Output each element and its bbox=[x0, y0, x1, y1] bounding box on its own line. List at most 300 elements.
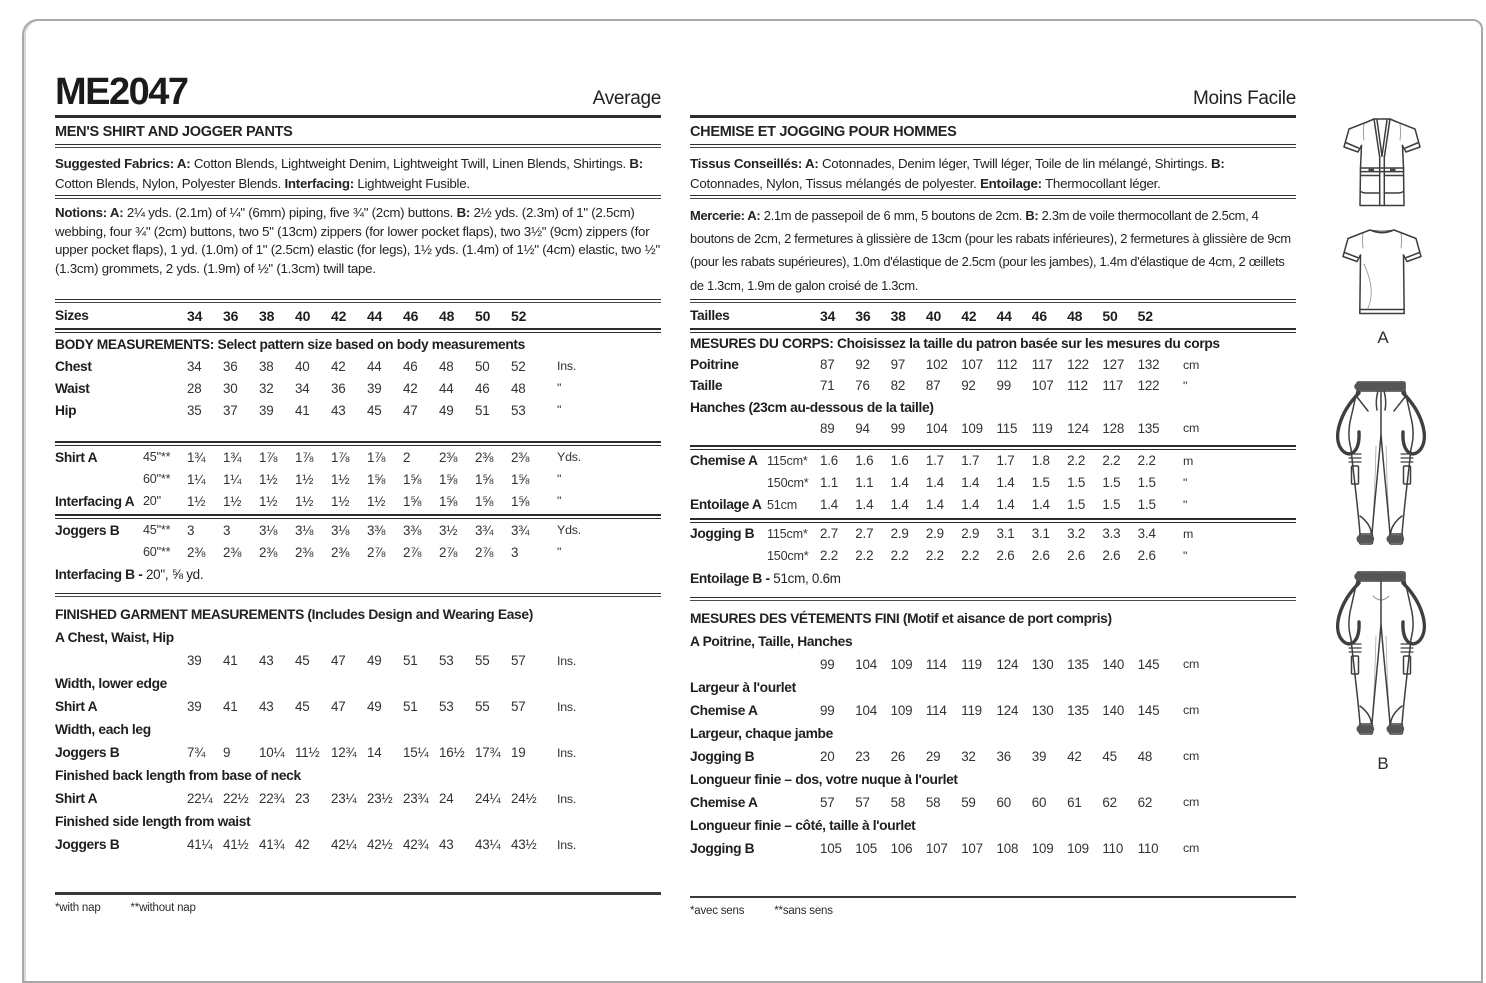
joggers-yardage-table-fr bbox=[690, 523, 1296, 567]
size-value: 109 bbox=[890, 656, 913, 672]
size-value: 1.4 bbox=[925, 497, 944, 513]
size-value: 45 bbox=[367, 402, 382, 418]
text-bold-segment: B: bbox=[1025, 208, 1039, 223]
size-value: 36 bbox=[223, 307, 239, 324]
size-value: 3.4 bbox=[1137, 526, 1156, 542]
sizes-row-fr bbox=[690, 305, 1296, 326]
size-value: 46 bbox=[1031, 307, 1047, 324]
size-value: 132 bbox=[1137, 357, 1160, 373]
size-value: 3 bbox=[187, 522, 195, 538]
size-value: 3.2 bbox=[1067, 526, 1086, 542]
table-row bbox=[55, 399, 661, 421]
size-value: 2.6 bbox=[1031, 548, 1050, 564]
table-row bbox=[55, 446, 661, 468]
joggers-front-illustration bbox=[1326, 376, 1436, 558]
size-value: 1⅝ bbox=[439, 493, 458, 509]
row-label: Taille bbox=[690, 378, 723, 394]
size-value: 87 bbox=[925, 378, 941, 394]
size-value: 1.4 bbox=[820, 497, 839, 513]
pattern-header-fr bbox=[690, 70, 1296, 112]
size-value: 99 bbox=[820, 702, 835, 718]
size-value: 2⅜ bbox=[439, 449, 458, 465]
size-value: 3⅛ bbox=[259, 522, 278, 538]
unit-label: Ins. bbox=[557, 745, 577, 760]
text-bold-segment: B: bbox=[1210, 156, 1225, 171]
unit-label: Ins. bbox=[557, 791, 577, 806]
text-segment: Thermocollant léger. bbox=[1041, 175, 1161, 191]
unit-label: cm bbox=[1182, 795, 1200, 810]
size-value: 26 bbox=[890, 748, 906, 764]
size-value: 2.2 bbox=[925, 548, 944, 564]
spacer bbox=[690, 439, 1296, 443]
size-value: 109 bbox=[890, 702, 913, 718]
size-value: 2⅞ bbox=[403, 544, 422, 560]
size-value: 115 bbox=[996, 420, 1018, 436]
size-value: 2 bbox=[403, 449, 411, 465]
size-value: 145 bbox=[1137, 702, 1160, 718]
size-value: 99 bbox=[820, 656, 835, 672]
size-value: 40 bbox=[295, 307, 311, 324]
size-value: 1½ bbox=[259, 471, 278, 487]
view-a-label: A bbox=[1377, 328, 1389, 347]
size-value: 51 bbox=[475, 402, 490, 418]
size-value: 57 bbox=[820, 794, 835, 810]
size-value: 24¼ bbox=[475, 791, 501, 806]
size-value: 42 bbox=[331, 307, 347, 324]
row-label: Interfacing A bbox=[55, 493, 135, 509]
size-value: 1⅝ bbox=[475, 493, 494, 509]
row-fabric-width: 115cm* bbox=[767, 526, 808, 541]
size-value: 97 bbox=[890, 357, 906, 373]
size-value: 1.4 bbox=[961, 475, 980, 491]
joggers-back-illustration bbox=[1326, 566, 1436, 748]
divider bbox=[55, 195, 661, 199]
row-label: Waist bbox=[55, 380, 90, 396]
size-value: 36 bbox=[331, 380, 346, 396]
text-segment: 2¼ yds. (2.1m) of ¼" (6mm) piping, five ¾" (2cm) buttons. bbox=[123, 205, 457, 220]
unit-label: " bbox=[1182, 378, 1188, 393]
table-section-heading: Width, lower edge bbox=[55, 676, 167, 691]
unit-label: " bbox=[1182, 548, 1188, 563]
size-value: 1½ bbox=[331, 493, 350, 509]
size-value: 1⅞ bbox=[295, 449, 314, 465]
finished-measurements-header-fr: MESURES DES VÉTEMENTS FINI (Motif et aisance de port compris) bbox=[690, 610, 1112, 626]
size-value: 3⅜ bbox=[367, 522, 386, 538]
size-value: 2.2 bbox=[820, 548, 839, 564]
spacer bbox=[55, 856, 661, 892]
footnote-avec-sens: *avec sens bbox=[690, 905, 745, 918]
size-value: 110 bbox=[1137, 840, 1159, 856]
size-value: 112 bbox=[1067, 378, 1088, 394]
size-value: 9 bbox=[223, 745, 231, 760]
garment-title-fr: CHEMISE ET JOGGING POUR HOMMES bbox=[690, 124, 957, 140]
size-value: 48 bbox=[439, 358, 454, 374]
table-section-heading: A Chest, Waist, Hip bbox=[55, 630, 174, 645]
size-value: 3½ bbox=[439, 522, 458, 538]
size-value: 135 bbox=[1137, 420, 1160, 436]
notions-en bbox=[55, 204, 661, 297]
text-segment: 2.1m de passepoil de 6 mm, 5 boutons de 2cm. bbox=[760, 208, 1026, 223]
table-row bbox=[55, 355, 661, 377]
size-value: 107 bbox=[1031, 378, 1054, 394]
size-value: 2⅞ bbox=[367, 544, 386, 560]
size-value: 60 bbox=[1031, 794, 1047, 810]
size-value: 135 bbox=[1067, 656, 1089, 672]
spacer bbox=[55, 421, 661, 439]
size-value: 42¼ bbox=[331, 837, 357, 852]
size-value: 1½ bbox=[367, 493, 386, 509]
table-row bbox=[55, 741, 661, 764]
notions-fr bbox=[690, 204, 1296, 297]
row-label: Shirt A bbox=[55, 699, 98, 714]
size-value: 23 bbox=[295, 791, 310, 806]
size-value: 24 bbox=[439, 791, 454, 806]
size-value: 53 bbox=[439, 653, 454, 668]
size-value: 1.4 bbox=[890, 475, 909, 491]
table-section-heading: Finished side length from waist bbox=[55, 814, 251, 829]
size-value: 23¾ bbox=[403, 791, 429, 806]
row-fabric-width: 51cm bbox=[767, 497, 797, 512]
table-row bbox=[690, 472, 1296, 494]
table-row bbox=[690, 523, 1296, 545]
table-row bbox=[55, 377, 661, 399]
row-label: Entoilage A bbox=[690, 497, 762, 513]
row-label: Shirt A bbox=[55, 791, 98, 806]
unit-label: m bbox=[1182, 526, 1194, 541]
size-value: 1.5 bbox=[1137, 497, 1156, 513]
size-value: 2⅜ bbox=[295, 544, 314, 560]
size-value: 41¾ bbox=[259, 837, 285, 852]
size-value: 39 bbox=[259, 402, 274, 418]
size-value: 127 bbox=[1102, 357, 1125, 373]
size-value: 30 bbox=[223, 380, 238, 396]
size-value: 10¼ bbox=[259, 745, 285, 760]
size-value: 1.4 bbox=[1031, 497, 1050, 513]
table-row bbox=[55, 519, 661, 541]
size-value: 1.6 bbox=[890, 453, 909, 469]
size-value: 110 bbox=[1102, 840, 1124, 856]
table-row bbox=[690, 494, 1296, 516]
size-value: 15¼ bbox=[403, 745, 429, 760]
size-value: 1½ bbox=[295, 471, 314, 487]
size-value: 48 bbox=[1137, 748, 1153, 764]
table-row bbox=[690, 545, 1296, 567]
size-value: 1½ bbox=[295, 493, 314, 509]
shirt-back-illustration bbox=[1330, 222, 1434, 322]
size-value: 43 bbox=[331, 402, 346, 418]
size-value: 2.9 bbox=[925, 526, 944, 542]
divider bbox=[690, 299, 1296, 303]
size-value: 38 bbox=[259, 307, 275, 324]
size-value: 102 bbox=[925, 357, 948, 373]
size-value: 1⅝ bbox=[403, 471, 422, 487]
size-value: 55 bbox=[475, 699, 490, 714]
size-value: 76 bbox=[855, 378, 870, 394]
size-value: 1.4 bbox=[890, 497, 909, 513]
english-panel bbox=[55, 70, 661, 914]
size-value: 1.4 bbox=[925, 475, 944, 491]
joggers-yardage-table-en bbox=[55, 519, 661, 563]
table-section-heading: Finished back length from base of neck bbox=[55, 768, 301, 783]
size-value: 44 bbox=[367, 358, 382, 374]
size-value: 135 bbox=[1067, 702, 1089, 718]
size-value: 119 bbox=[1031, 420, 1053, 436]
size-value: 32 bbox=[259, 380, 274, 396]
size-value: 23¼ bbox=[331, 791, 357, 806]
table-row bbox=[690, 699, 1296, 722]
size-value: 41 bbox=[295, 402, 310, 418]
size-value: 52 bbox=[511, 307, 527, 324]
size-value: 51 bbox=[403, 699, 418, 714]
size-value: 1.6 bbox=[855, 453, 874, 469]
row-fabric-width: 150cm* bbox=[767, 475, 809, 490]
row-label: Joggers B bbox=[55, 745, 120, 760]
size-value: 3.1 bbox=[996, 526, 1015, 542]
size-value: 41 bbox=[223, 653, 238, 668]
size-value: 105 bbox=[820, 840, 842, 856]
text-segment: Cotton Blends, Nylon, Polyester Blends. bbox=[55, 175, 285, 191]
divider bbox=[55, 892, 661, 895]
size-value: 47 bbox=[331, 653, 346, 668]
divider bbox=[55, 593, 661, 597]
size-value: 2.6 bbox=[1067, 548, 1086, 564]
size-value: 3.1 bbox=[1031, 526, 1050, 542]
text-bold-segment: Entoilage B - bbox=[690, 570, 770, 586]
size-value: 1.8 bbox=[1031, 453, 1050, 469]
size-value: 43 bbox=[259, 653, 274, 668]
size-value: 12¾ bbox=[331, 745, 357, 760]
row-label: Joggers B bbox=[55, 837, 120, 852]
size-value: 20 bbox=[820, 748, 835, 764]
size-value: 71 bbox=[820, 378, 835, 394]
divider bbox=[690, 144, 1296, 148]
size-value: 1.4 bbox=[996, 475, 1015, 491]
row-label: Shirt A bbox=[55, 449, 98, 465]
table-row bbox=[690, 418, 1296, 439]
row-label: Jogging B bbox=[690, 748, 755, 764]
size-value: 19 bbox=[511, 745, 526, 760]
text-segment: Cotonnades, Nylon, Tissus mélangés de polyester. bbox=[690, 175, 981, 191]
size-value: 89 bbox=[820, 420, 835, 436]
size-value: 48 bbox=[1067, 307, 1083, 324]
size-value: 37 bbox=[223, 402, 238, 418]
size-value: 23½ bbox=[367, 791, 393, 806]
unit-label: " bbox=[1182, 497, 1188, 512]
text-bold-segment: Suggested Fabrics: A: bbox=[55, 156, 191, 171]
row-fabric-width: 60"** bbox=[143, 545, 171, 559]
unit-label: Ins. bbox=[557, 837, 577, 852]
size-value: 44 bbox=[996, 307, 1012, 324]
size-value: 1½ bbox=[331, 471, 350, 487]
size-value: 2⅞ bbox=[439, 544, 458, 560]
size-value: 2⅜ bbox=[259, 544, 278, 560]
size-value: 2.2 bbox=[1102, 453, 1121, 469]
size-value: 1.1 bbox=[855, 475, 874, 491]
table-row bbox=[55, 787, 661, 810]
size-value: 94 bbox=[855, 420, 870, 436]
size-value: 1.5 bbox=[1067, 497, 1086, 513]
size-value: 22¾ bbox=[259, 791, 285, 806]
view-b-label: B bbox=[1377, 754, 1389, 773]
size-value: 1⅝ bbox=[475, 471, 494, 487]
size-value: 47 bbox=[331, 699, 346, 714]
size-value: 1½ bbox=[259, 493, 278, 509]
row-label: Joggers B bbox=[55, 522, 120, 538]
size-value: 145 bbox=[1137, 656, 1160, 672]
table-section-heading: BODY MEASUREMENTS: Select pattern size based on body measurements bbox=[55, 336, 525, 352]
size-value: 53 bbox=[439, 699, 454, 714]
table-row bbox=[55, 649, 661, 672]
size-value: 124 bbox=[1067, 420, 1089, 436]
row-fabric-width: 45"** bbox=[143, 450, 171, 464]
size-value: 1¼ bbox=[223, 471, 242, 487]
size-value: 3.3 bbox=[1102, 526, 1121, 542]
row-label: Chest bbox=[55, 358, 92, 374]
size-value: 16½ bbox=[439, 745, 465, 760]
size-value: 130 bbox=[1031, 702, 1054, 718]
size-value: 105 bbox=[855, 840, 878, 856]
size-value: 1⅞ bbox=[367, 449, 386, 465]
table-row bbox=[690, 450, 1296, 472]
size-value: 40 bbox=[925, 307, 942, 324]
size-value: 41 bbox=[223, 699, 238, 714]
row-label: Tailles bbox=[690, 308, 730, 323]
footnote-without-nap: **without nap bbox=[130, 901, 196, 914]
unit-label: " bbox=[557, 403, 562, 417]
interfacing-b-line-fr bbox=[690, 571, 1296, 595]
size-value: 44 bbox=[439, 380, 454, 396]
size-value: 1⅝ bbox=[403, 493, 422, 509]
size-value: 29 bbox=[925, 748, 941, 764]
size-value: 57 bbox=[511, 699, 526, 714]
unit-label: Yds. bbox=[557, 523, 581, 537]
size-value: 39 bbox=[187, 699, 202, 714]
size-value: 35 bbox=[187, 402, 202, 418]
size-value: 1.1 bbox=[820, 475, 839, 491]
row-label: Chemise A bbox=[690, 453, 758, 469]
text-bold-segment: B: bbox=[629, 156, 643, 171]
row-label: Chemise A bbox=[690, 794, 758, 810]
size-value: 45 bbox=[295, 699, 310, 714]
size-value: 1.4 bbox=[996, 497, 1015, 513]
table-section-heading: Largeur à l'ourlet bbox=[690, 679, 796, 695]
table-section-heading: Longueur finie – côté, taille à l'ourlet bbox=[690, 817, 916, 833]
table-row bbox=[690, 354, 1296, 375]
size-value: 51 bbox=[403, 653, 418, 668]
size-value: 117 bbox=[1102, 378, 1124, 394]
row-label: Chemise A bbox=[690, 702, 758, 718]
unit-label: cm bbox=[1182, 749, 1200, 764]
size-value: 2.2 bbox=[855, 548, 874, 564]
size-value: 41¼ bbox=[187, 837, 213, 852]
size-value: 1.6 bbox=[820, 453, 839, 469]
divider bbox=[690, 195, 1296, 199]
size-value: 3¾ bbox=[475, 522, 494, 538]
table-section-heading: A Poitrine, Taille, Hanches bbox=[690, 633, 853, 649]
size-value: 34 bbox=[295, 380, 310, 396]
size-value: 2.2 bbox=[890, 548, 909, 564]
size-value: 107 bbox=[925, 840, 948, 856]
spacer bbox=[690, 860, 1296, 896]
unit-label: Ins. bbox=[557, 359, 577, 373]
size-value: 52 bbox=[1137, 307, 1153, 324]
size-value: 1.7 bbox=[996, 453, 1015, 469]
size-value: 22¼ bbox=[187, 791, 213, 806]
size-value: 43 bbox=[259, 699, 274, 714]
size-value: 1¾ bbox=[223, 449, 242, 465]
size-value: 2⅜ bbox=[511, 449, 530, 465]
size-value: 1.5 bbox=[1067, 475, 1086, 491]
size-value: 45 bbox=[295, 653, 310, 668]
size-value: 104 bbox=[925, 420, 948, 436]
size-value: 109 bbox=[961, 420, 983, 436]
size-value: 36 bbox=[223, 358, 238, 374]
divider bbox=[55, 299, 661, 303]
footnote-with-nap: *with nap bbox=[55, 901, 101, 914]
size-value: 34 bbox=[187, 307, 203, 324]
size-value: 3⅛ bbox=[331, 522, 350, 538]
size-value: 48 bbox=[511, 380, 526, 396]
row-fabric-width: 60"** bbox=[143, 472, 171, 486]
table-row bbox=[690, 791, 1296, 814]
size-value: 50 bbox=[475, 307, 491, 324]
size-value: 52 bbox=[511, 358, 526, 374]
shirt-front-illustration bbox=[1330, 112, 1434, 214]
table-row bbox=[55, 305, 661, 326]
size-value: 41½ bbox=[223, 837, 249, 852]
size-value: 1½ bbox=[223, 493, 242, 509]
text-segment: Lightweight Fusible. bbox=[353, 175, 470, 191]
size-value: 1.7 bbox=[961, 453, 980, 469]
row-fabric-width: 45"** bbox=[143, 523, 171, 537]
unit-label: " bbox=[557, 381, 562, 395]
difficulty-label-fr: Moins Facile bbox=[1192, 88, 1296, 109]
table-row bbox=[55, 833, 661, 856]
size-value: 1.4 bbox=[961, 497, 980, 513]
size-value: 61 bbox=[1067, 794, 1082, 810]
size-value: 104 bbox=[855, 702, 878, 718]
size-value: 107 bbox=[961, 840, 983, 856]
garment-title-en: MEN'S SHIRT AND JOGGER PANTS bbox=[55, 124, 293, 140]
body-measurements-table-fr bbox=[690, 333, 1296, 439]
size-value: 23 bbox=[855, 748, 870, 764]
divider bbox=[690, 896, 1296, 899]
sizes-row-en bbox=[55, 305, 661, 326]
size-value: 119 bbox=[961, 656, 982, 672]
size-value: 2.6 bbox=[996, 548, 1015, 564]
size-value: 2⅞ bbox=[475, 544, 494, 560]
size-value: 34 bbox=[187, 358, 202, 374]
size-value: 2.9 bbox=[890, 526, 909, 542]
size-value: 99 bbox=[890, 420, 906, 436]
text-segment: Cotonnades, Denim léger, Twill léger, Toile de lin mélangé, Shirtings. bbox=[818, 156, 1211, 171]
size-value: 43½ bbox=[511, 837, 537, 852]
size-value: 104 bbox=[855, 656, 878, 672]
footnote-sans-sens: **sans sens bbox=[774, 905, 833, 918]
size-value: 140 bbox=[1102, 656, 1125, 672]
unit-label: cm bbox=[1182, 703, 1200, 718]
size-value: 39 bbox=[1031, 748, 1047, 764]
size-value: 1½ bbox=[187, 493, 206, 509]
finished-measurements-header-en: FINISHED GARMENT MEASUREMENTS (Includes Design and Wearing Ease) bbox=[55, 607, 533, 622]
size-value: 50 bbox=[475, 358, 490, 374]
size-value: 40 bbox=[295, 358, 310, 374]
size-value: 58 bbox=[890, 794, 906, 810]
table-row bbox=[690, 305, 1296, 326]
size-value: 42½ bbox=[367, 837, 393, 852]
text-bold-segment: Entoilage: bbox=[980, 175, 1042, 191]
text-bold-segment: Interfacing B - bbox=[55, 567, 143, 582]
